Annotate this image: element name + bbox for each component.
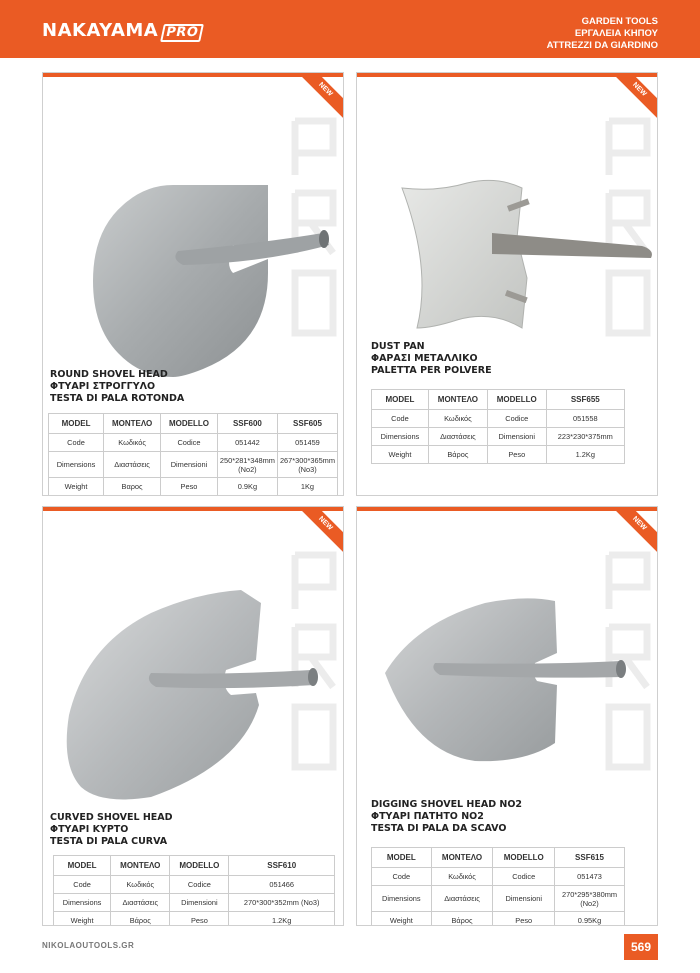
table-row [54, 894, 335, 912]
table-cell: Peso [170, 912, 229, 927]
table-cell: Dimensions [372, 886, 432, 912]
table-cell: Κωδικός [431, 868, 493, 886]
table-header-row [54, 856, 335, 876]
table-header-row [49, 414, 338, 434]
table-cell: Dimensioni [487, 428, 546, 446]
table-header: SSF655 [546, 390, 624, 410]
table-cell: Βάρος [111, 912, 170, 927]
table-header: MODELLO [161, 414, 218, 434]
table-cell: Κωδικός [428, 410, 487, 428]
table-header: SSF610 [229, 856, 335, 876]
table-cell: Weight [372, 912, 432, 927]
table-row [54, 876, 335, 894]
page-number: 569 [624, 934, 658, 960]
title-it: TESTA DI PALA CURVA [50, 836, 168, 847]
table-cell: Codice [493, 868, 555, 886]
category-el: ΕΡΓΑΛΕΙΑ ΚΗΠΟΥ [574, 28, 658, 39]
table-header: SSF600 [217, 414, 277, 434]
table-cell: Weight [49, 478, 104, 496]
table-header-row [372, 390, 625, 410]
title-it: PALETTA PER POLVERE [371, 365, 492, 376]
table-cell: 1Kg [277, 478, 337, 496]
table-cell: Διαστάσεις [431, 886, 493, 912]
table-cell: Dimensioni [493, 886, 555, 912]
table-header-row [372, 848, 625, 868]
table-cell: 223*230*375mm [546, 428, 624, 446]
table-cell: 051558 [546, 410, 624, 428]
table-row [49, 478, 338, 496]
table-cell: Βάρος [431, 912, 493, 927]
table-cell: Codice [170, 876, 229, 894]
table-header: MODELLO [487, 390, 546, 410]
table-cell: Code [372, 410, 429, 428]
table-cell: Weight [54, 912, 111, 927]
new-badge: NEW [606, 72, 658, 123]
table-cell: Διαστάσεις [111, 894, 170, 912]
table-row [372, 886, 625, 912]
table-cell: Κωδικός [111, 876, 170, 894]
spec-table-round-shovel [48, 413, 338, 496]
table-cell: 051473 [555, 868, 625, 886]
title-el: ΦΑΡΑΣΙ ΜΕΤΑΛΛΙΚΟ [371, 353, 478, 364]
table-header: ΜΟΝΤΕΛΟ [111, 856, 170, 876]
table-row [372, 410, 625, 428]
table-row [372, 446, 625, 464]
table-cell: Κωδικός [104, 434, 161, 452]
round-shovel-image [83, 173, 333, 383]
footer-website[interactable]: NIKOLAOUTOOLS.GR [42, 941, 135, 950]
table-row [49, 434, 338, 452]
table-cell: 270*295*380mm (No2) [555, 886, 625, 912]
table-header: MODEL [372, 848, 432, 868]
table-cell: Codice [487, 410, 546, 428]
product-card-digging-shovel [356, 506, 658, 926]
table-header: ΜΟΝΤΕΛΟ [431, 848, 493, 868]
table-cell: 051442 [217, 434, 277, 452]
table-cell: Peso [487, 446, 546, 464]
table-header: MODELLO [493, 848, 555, 868]
table-cell: Βάρος [428, 446, 487, 464]
product-card-curved-shovel [42, 506, 344, 926]
table-header: SSF615 [555, 848, 625, 868]
table-cell: 051459 [277, 434, 337, 452]
table-cell: 267*300*365mm (No3) [277, 452, 337, 478]
table-cell: Peso [161, 478, 218, 496]
title-en: ROUND SHOVEL HEAD [50, 369, 168, 380]
table-header: MODELLO [170, 856, 229, 876]
category-en: GARDEN TOOLS [581, 16, 658, 27]
table-cell: 051466 [229, 876, 335, 894]
product-title-dust-pan [371, 341, 492, 377]
title-el: ΦΤΥΑΡΙ ΚΥΡΤΟ [50, 824, 129, 835]
category-it: ATTREZZI DA GIARDINO [546, 40, 658, 51]
table-row [372, 428, 625, 446]
product-title-digging-shovel [371, 799, 522, 835]
curved-shovel-image [61, 575, 331, 805]
title-it: TESTA DI PALA ROTONDA [50, 393, 185, 404]
table-header: MODEL [54, 856, 111, 876]
table-cell: Dimensions [372, 428, 429, 446]
table-cell: Dimensioni [170, 894, 229, 912]
spec-table-dust-pan [371, 389, 625, 464]
table-cell: 1.2Kg [229, 912, 335, 927]
category-heading [547, 16, 658, 52]
product-card-round-shovel [42, 72, 344, 496]
table-cell: 0.9Kg [217, 478, 277, 496]
table-cell: Dimensions [49, 452, 104, 478]
new-badge: NEW [292, 506, 344, 557]
table-cell: Βαρος [104, 478, 161, 496]
digging-shovel-image [375, 593, 645, 793]
title-en: DIGGING SHOVEL HEAD NO2 [371, 799, 523, 810]
table-cell: Peso [493, 912, 555, 927]
title-en: CURVED SHOVEL HEAD [50, 812, 173, 823]
table-header: SSF605 [277, 414, 337, 434]
brand-logo [42, 20, 202, 42]
spec-table-digging-shovel [371, 847, 625, 926]
table-cell: 270*300*352mm (No3) [229, 894, 335, 912]
table-row [54, 912, 335, 927]
table-cell: Dimensions [54, 894, 111, 912]
table-header: MODEL [49, 414, 104, 434]
table-row [372, 868, 625, 886]
table-cell: Διαστάσεις [104, 452, 161, 478]
spec-table-curved-shovel [53, 855, 335, 926]
title-en: DUST PAN [371, 341, 425, 352]
table-row [372, 912, 625, 927]
table-header: MODEL [372, 390, 429, 410]
dust-pan-image [397, 178, 657, 348]
product-card-dust-pan [356, 72, 658, 496]
table-cell: Code [372, 868, 432, 886]
table-row [49, 452, 338, 478]
title-el: ΦΤΥΑΡΙ ΠΑΤΗΤΟ ΝΟ2 [371, 811, 484, 822]
title-it: TESTA DI PALA DA SCAVO [371, 823, 507, 834]
table-cell: Code [49, 434, 104, 452]
table-header: ΜΟΝΤΕΛΟ [104, 414, 161, 434]
title-el: ΦΤΥΑΡΙ ΣΤΡΟΓΓΥΛΟ [50, 381, 156, 392]
brand-name: NAKAYAMA [42, 20, 159, 41]
table-cell: 250*281*348mm (No2) [217, 452, 277, 478]
table-cell: Weight [372, 446, 429, 464]
page-header [0, 0, 700, 58]
new-badge: NEW [606, 506, 658, 557]
table-header: ΜΟΝΤΕΛΟ [428, 390, 487, 410]
table-cell: Code [54, 876, 111, 894]
table-cell: Διαστάσεις [428, 428, 487, 446]
new-badge: NEW [292, 72, 344, 123]
table-cell: Codice [161, 434, 218, 452]
table-cell: 0.95Kg [555, 912, 625, 927]
table-cell: Dimensioni [161, 452, 218, 478]
product-title-curved-shovel [50, 812, 173, 848]
brand-suffix: PRO [160, 24, 204, 42]
table-cell: 1.2Kg [546, 446, 624, 464]
product-title-round-shovel [50, 369, 184, 405]
